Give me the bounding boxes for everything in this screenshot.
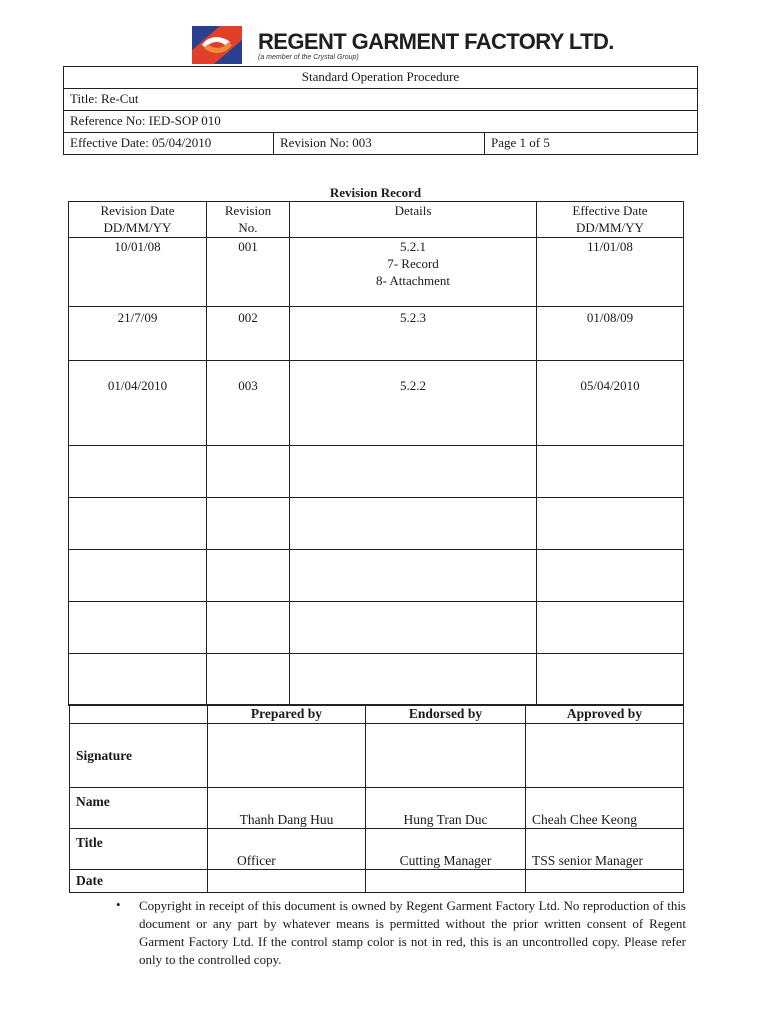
approved-by-title: TSS senior Manager <box>526 829 684 870</box>
date-row <box>70 870 684 893</box>
table-row <box>69 238 684 307</box>
revision-date-cell: 21/7/09 <box>69 307 207 361</box>
bullet-icon: • <box>116 897 121 912</box>
effective-date-cell: 11/01/08 <box>537 238 684 307</box>
endorsed-by-header: Endorsed by <box>366 705 526 724</box>
details-cell: 5.2.3 <box>290 307 537 361</box>
revision-record-table <box>68 201 684 706</box>
date-label: Date <box>70 870 208 893</box>
col-header-revision-date: Revision Date DD/MM/YY <box>69 202 207 238</box>
revision-header-row <box>69 202 684 238</box>
title-row <box>70 829 684 870</box>
company-logo <box>192 26 242 64</box>
signature-label: Signature <box>70 724 208 788</box>
prepared-signature-field <box>208 724 366 788</box>
revision-no-cell: 003 <box>207 361 290 446</box>
approved-signature-field <box>526 724 684 788</box>
page-number: Page 1 of 5 <box>485 133 698 155</box>
reference-number: Reference No: IED-SOP 010 <box>64 111 698 133</box>
approved-by-header: Approved by <box>526 705 684 724</box>
prepared-by-title: Officer <box>208 829 366 870</box>
endorsed-signature-field <box>366 724 526 788</box>
name-label: Name <box>70 788 208 829</box>
sop-heading: Standard Operation Procedure <box>64 67 698 89</box>
prepared-by-header: Prepared by <box>208 705 366 724</box>
endorsed-by-name: Hung Tran Duc <box>366 788 526 829</box>
document-title: Title: Re-Cut <box>64 89 698 111</box>
company-name: REGENT GARMENT FACTORY LTD. <box>258 29 614 54</box>
table-row <box>69 602 684 654</box>
effective-date: Effective Date: 05/04/2010 <box>64 133 274 155</box>
logo-emblem-icon <box>192 26 242 64</box>
endorsed-date-field <box>366 870 526 893</box>
document-info-table <box>63 66 698 155</box>
revision-no-cell: 001 <box>207 238 290 307</box>
approved-by-name: Cheah Chee Keong <box>526 788 684 829</box>
revision-no-cell: 002 <box>207 307 290 361</box>
table-row <box>69 550 684 602</box>
col-header-effective-date: Effective Date DD/MM/YY <box>537 202 684 238</box>
table-row <box>69 498 684 550</box>
details-cell: 5.2.2 <box>290 361 537 446</box>
revision-number: Revision No: 003 <box>274 133 485 155</box>
revision-date-cell: 10/01/08 <box>69 238 207 307</box>
revision-date-cell: 01/04/2010 <box>69 361 207 446</box>
effective-date-cell: 05/04/2010 <box>537 361 684 446</box>
company-tagline: (a member of the Crystal Group) <box>258 54 359 61</box>
copyright-notice: Copyright in receipt of this document is owned by Regent Garment Factory Ltd. No reproduction of this document or any part by whatever means is permitted without the prior written consent of Regent Garment Factory Ltd. If the control stamp color is not in red, this is an uncontrolled copy. Please refer only to the controlled copy. <box>139 898 686 967</box>
signature-header-row <box>70 705 684 724</box>
table-row <box>69 446 684 498</box>
approved-date-field <box>526 870 684 893</box>
revision-record-heading: Revision Record <box>329 185 422 200</box>
table-row <box>69 654 684 706</box>
table-row <box>69 307 684 361</box>
table-row <box>69 361 684 446</box>
col-header-revision-no: Revision No. <box>207 202 290 238</box>
approval-signature-table <box>69 704 684 893</box>
prepared-date-field <box>208 870 366 893</box>
details-cell: 5.2.1 7- Record 8- Attachment <box>290 238 537 307</box>
col-header-details: Details <box>290 202 537 238</box>
signature-row <box>70 724 684 788</box>
prepared-by-name: Thanh Dang Huu <box>208 788 366 829</box>
title-label: Title <box>70 829 208 870</box>
name-row <box>70 788 684 829</box>
effective-date-cell: 01/08/09 <box>537 307 684 361</box>
endorsed-by-title: Cutting Manager <box>366 829 526 870</box>
